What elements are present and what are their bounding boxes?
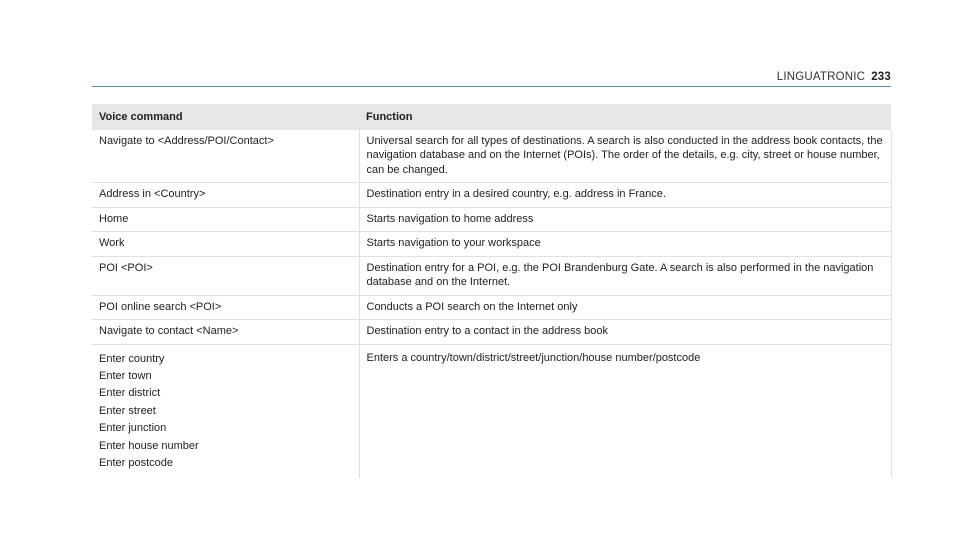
command-enter-postcode: Enter postcode bbox=[99, 456, 173, 469]
function-cell: Universal search for all types of destinations. A search is also conducted in the address book contacts, the navigation database and on the Internet (POIs). The order of the details, e.g. city, street or house number, can be changed. bbox=[359, 130, 891, 183]
command-cell: Home bbox=[92, 207, 359, 232]
command-list-cell bbox=[92, 344, 359, 478]
table-row bbox=[92, 295, 891, 320]
table-row bbox=[92, 183, 891, 208]
command-enter-town: Enter town bbox=[99, 369, 152, 382]
column-header-function: Function bbox=[359, 104, 891, 130]
command-enter-street: Enter street bbox=[99, 404, 156, 417]
function-cell: Starts navigation to home address bbox=[359, 207, 891, 232]
column-header-voice-command: Voice command bbox=[92, 104, 359, 130]
function-cell: Enters a country/town/district/street/junction/house number/postcode bbox=[359, 344, 891, 478]
command-enter-house-number: Enter house number bbox=[99, 439, 199, 452]
command-cell: Address in <Country> bbox=[92, 183, 359, 208]
table-row bbox=[92, 320, 891, 345]
command-enter-junction: Enter junction bbox=[99, 422, 167, 435]
header-rule bbox=[92, 86, 891, 87]
command-enter-country: Enter country bbox=[99, 352, 165, 365]
function-cell: Starts navigation to your workspace bbox=[359, 232, 891, 257]
table-row bbox=[92, 232, 891, 257]
function-cell: Conducts a POI search on the Internet only bbox=[359, 295, 891, 320]
command-cell: POI online search <POI> bbox=[92, 295, 359, 320]
function-cell: Destination entry for a POI, e.g. the POI Brandenburg Gate. A search is also performed in the navigation database and on the Internet. bbox=[359, 256, 891, 295]
running-header bbox=[777, 71, 891, 83]
page-number: 233 bbox=[871, 71, 891, 83]
table-row-address-entry bbox=[92, 344, 891, 478]
command-cell: Navigate to contact <Name> bbox=[92, 320, 359, 345]
table-row bbox=[92, 256, 891, 295]
command-cell: Work bbox=[92, 232, 359, 257]
function-cell: Destination entry in a desired country, e.g. address in France. bbox=[359, 183, 891, 208]
table-row bbox=[92, 130, 891, 183]
function-cell: Destination entry to a contact in the address book bbox=[359, 320, 891, 345]
command-cell: POI <POI> bbox=[92, 256, 359, 295]
command-enter-district: Enter district bbox=[99, 387, 161, 400]
voice-command-table bbox=[92, 104, 892, 478]
table-row bbox=[92, 207, 891, 232]
command-cell: Navigate to <Address/POI/Contact> bbox=[92, 130, 359, 183]
table-header-row bbox=[92, 104, 891, 130]
section-title: LINGUATRONIC bbox=[776, 71, 866, 83]
